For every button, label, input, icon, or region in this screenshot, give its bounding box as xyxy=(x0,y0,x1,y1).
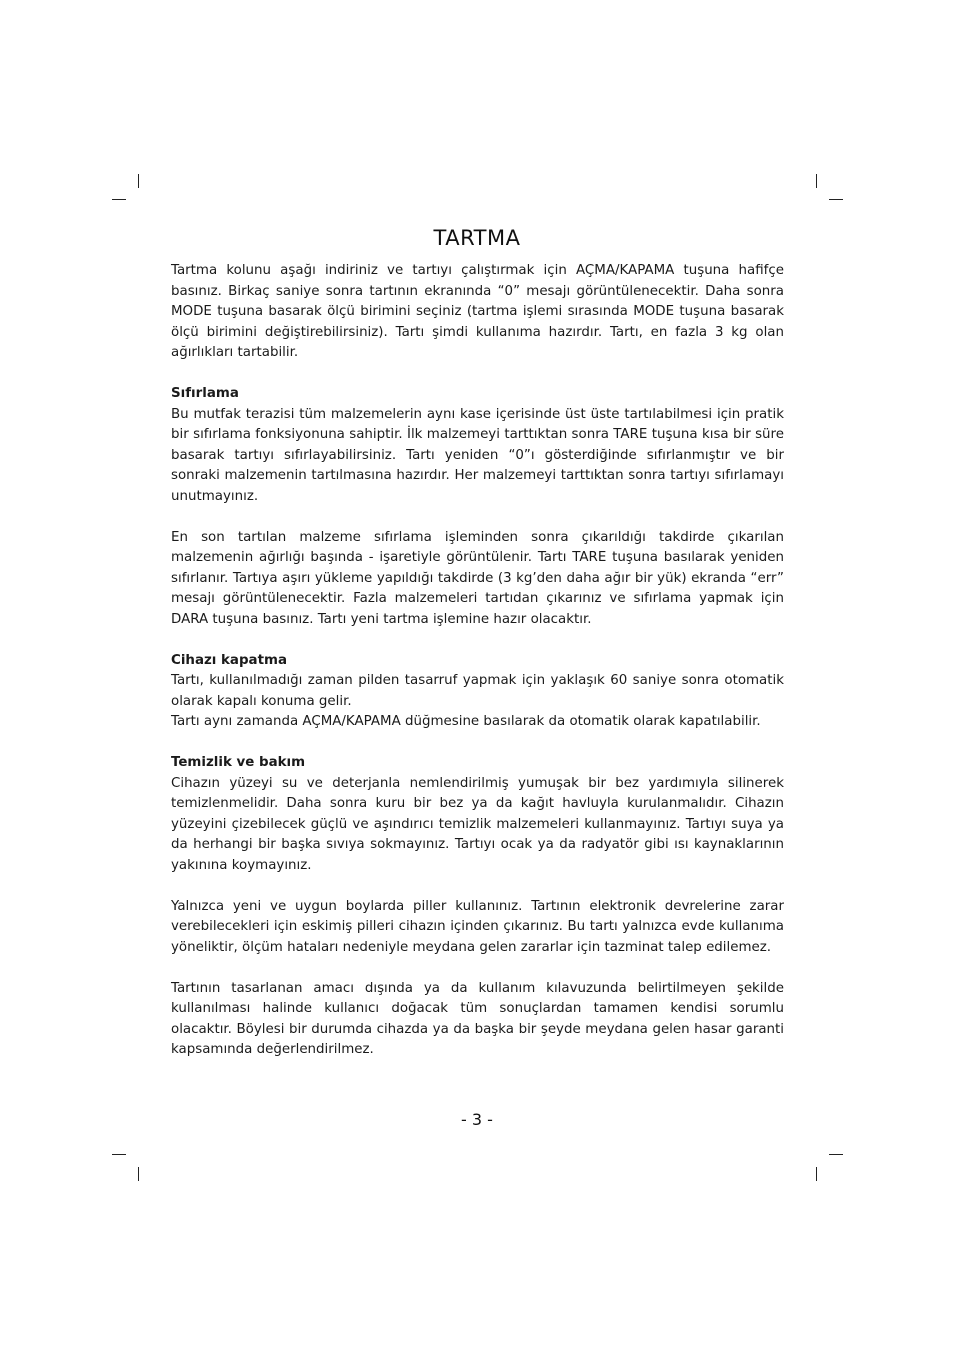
section-heading-sifirlama: Sıfırlama xyxy=(171,386,239,401)
paragraph: Tartı, kullanılmadığı zaman pilden tasarruf yapmak için yaklaşık 60 saniye sonra otomatik olarak kapalı konuma gelir. xyxy=(171,673,784,709)
section-heading-cihazi-kapatma: Cihazı kapatma xyxy=(171,652,287,668)
crop-mark xyxy=(816,174,817,188)
page-title: TARTMA xyxy=(433,226,521,250)
crop-mark xyxy=(112,1154,126,1155)
paragraph: Bu mutfak terazisi tüm malzemelerin aynı kase içerisinde üst üste tartılabilmesi için pratik bir sıfırlama fonksiyonuna sahiptir. İlk malzemeyi tarttıktan sonra TARE tuşuna kısa bir süre basarak tartıyı sıfırlayabilirsiniz. Tartı yeniden “0”ı gösterdiğinde sıfırlanmıştır ve bir sonraki malzemenin tartılmasına hazırdır. Her malzemeyi tarttıktan sonra tartıyı sıfırlamayı unutmayınız. xyxy=(171,406,784,504)
paragraph: En son tartılan malzeme sıfırlama işleminden sonra çıkarıldığı takdirde çıkarılan malzemenin ağırlığı başında - işaretiyle görüntülenir. Tartı TARE tuşuna basılarak yeniden sıfırlanır. Tartıya aşırı yükleme yapıldığı takdirde (3 kg’den daha ağır bir yük) ekranda “err” mesajı görüntülenecektir. Fazla malzemeleri tartıdan çıkarınız ve sıfırlama yapmak için DARA tuşuna basınız. Tartı yeni tartma işlemine hazır olacaktır. xyxy=(171,529,784,627)
crop-mark xyxy=(112,199,126,200)
page-number: - 3 - xyxy=(461,1110,493,1129)
paragraph: Tartı aynı zamanda AÇMA/KAPAMA düğmesine basılarak da otomatik olarak kapatılabilir. xyxy=(171,714,761,729)
paragraph: Tartının tasarlanan amacı dışında ya da kullanım kılavuzunda belirtilmeyen şekilde kullanılması halinde kullanıcı doğacak tüm sonuçlardan tamamen kendisi sorumlu olacaktır. Böylesi bir durumda cihazda ya da başka bir şeyde meydana gelen hasar garanti kapsamında değerlendirilmez. xyxy=(171,980,784,1057)
crop-mark xyxy=(829,1154,843,1155)
paragraph: Yalnızca yeni ve uygun boylarda piller kullanınız. Tartının elektronik devrelerine zarar verebilecekleri için eskimiş pilleri cihazın içinden çıkarınız. Bu tartı yalnızca evde kullanıma yöneliktir, ölçüm hataları nedeniyle meydana gelen zararlar için tazminat talep edilemez. xyxy=(171,898,784,955)
paragraph: Cihazın yüzeyi su ve deterjanla nemlendirilmiş yumuşak bir bez yardımıyla silinerek temizlenmelidir. Daha sonra kuru bir bez ya da kağıt havluyla kurulanmalıdır. Cihazın yüzeyini çizebilecek güçlü ve aşındırıcı temizlik malzemeleri kullanmayınız. Tartıyı suya ya da herhangi bir başka sıvıya sokmayınız. Tartıyı ocak ya da radyatör gibi ısı kaynaklarının yakınına koymayınız. xyxy=(171,775,784,873)
section-heading-temizlik: Temizlik ve bakım xyxy=(171,755,306,770)
crop-mark xyxy=(816,1167,817,1181)
intro-paragraph: Tartma kolunu aşağı indiriniz ve tartıyı çalıştırmak için AÇMA/KAPAMA tuşuna hafifçe basınız. Birkaç saniye sonra tartının ekranında “0” mesajı görüntülenecektir. Daha sonra MODE tuşuna basarak ölçü birimini seçiniz (tartma işlemi sırasında MODE tuşuna basarak ölçü birimini değiştirebilirsiniz). Tartı şimdi kullanıma hazırdır. Tartı, en fazla 3 kg olan ağırlıkları tartabilir. xyxy=(171,263,784,360)
crop-mark xyxy=(829,199,843,200)
crop-mark xyxy=(138,1167,139,1181)
document-body xyxy=(171,261,784,1061)
crop-mark xyxy=(138,174,139,188)
